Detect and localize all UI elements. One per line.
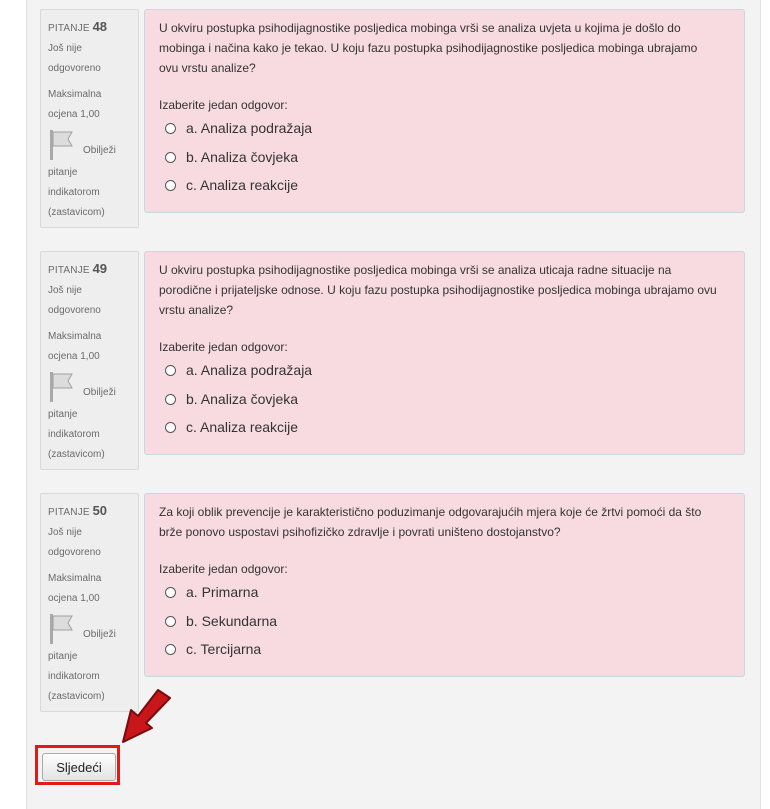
status-line-1: Još nije [48, 527, 82, 538]
flag-text-2[interactable]: pitanje [48, 651, 78, 662]
flag-icon[interactable] [48, 129, 76, 161]
question-content-49 [144, 251, 745, 455]
status-line-2: odgovoreno [48, 63, 101, 74]
marks-line-2: ocjena 1,00 [48, 351, 100, 362]
flag-icon[interactable] [48, 371, 76, 403]
flag-text-4[interactable]: (zastavicom) [48, 691, 105, 702]
red-arrow-icon [118, 688, 174, 746]
question-info-48 [40, 9, 139, 228]
answer-prompt: Izaberite jedan odgovor: [159, 98, 288, 112]
option-b[interactable]: b. Analiza čovjeka [165, 391, 298, 407]
next-button[interactable]: Sljedeći [42, 753, 116, 781]
flag-text-1[interactable]: Obilježi [83, 387, 116, 398]
marks-line-1: Maksimalna [48, 331, 102, 342]
status-line-2: odgovoreno [48, 547, 101, 558]
flag-text-4[interactable]: (zastavicom) [48, 449, 105, 460]
flag-question-toggle[interactable] [48, 613, 76, 648]
question-text: Za koji oblik prevencije je karakteristično poduzimanje odgovarajućih mjera koje će žrtvi pomoći da što brže ponovo uspostavi psihofizičko zdravlje i povrati uništeno dostojanstvo? [159, 505, 702, 539]
flag-icon[interactable] [48, 613, 76, 645]
radio-button[interactable] [165, 644, 176, 655]
question-text: U okviru postupka psihodijagnostike posljedica mobinga vrši se analiza uticaja radne situacije na porodične i prijateljske odnose. U koju fazu postupka psihodijagnostike posljedica mobinga ubrajamo ovu vrstu analize? [159, 263, 717, 317]
radio-button[interactable] [165, 587, 176, 598]
status-line-1: Još nije [48, 43, 82, 54]
question-number: PITANJE 50 [48, 503, 108, 518]
option-c[interactable]: c. Analiza reakcije [165, 177, 298, 193]
marks-line-2: ocjena 1,00 [48, 109, 100, 120]
radio-button[interactable] [165, 422, 176, 433]
option-c[interactable]: c. Tercijarna [165, 641, 261, 657]
flag-text-3[interactable]: indikatorom [48, 187, 100, 198]
marks-line-1: Maksimalna [48, 573, 102, 584]
marks-line-1: Maksimalna [48, 89, 102, 100]
flag-question-toggle[interactable] [48, 129, 76, 164]
option-b[interactable]: b. Sekundarna [165, 613, 277, 629]
radio-button[interactable] [165, 616, 176, 627]
question-content-50 [144, 493, 745, 677]
flag-text-1[interactable]: Obilježi [83, 145, 116, 156]
flag-text-3[interactable]: indikatorom [48, 429, 100, 440]
option-b[interactable]: b. Analiza čovjeka [165, 149, 298, 165]
option-c[interactable]: c. Analiza reakcije [165, 419, 298, 435]
radio-button[interactable] [165, 123, 176, 134]
status-line-2: odgovoreno [48, 305, 101, 316]
status-line-1: Još nije [48, 285, 82, 296]
question-text: U okviru postupka psihodijagnostike posljedica mobinga vrši se analiza uvjeta u kojima je došlo do mobinga i načina kako je tekao. U koju fazu postupka psihodijagnostike posljedica mobinga ubrajamo ovu vrstu analize? [159, 21, 698, 75]
question-number: PITANJE 49 [48, 261, 108, 276]
flag-text-3[interactable]: indikatorom [48, 671, 100, 682]
radio-button[interactable] [165, 152, 176, 163]
question-info-49 [40, 251, 139, 470]
question-info-50 [40, 493, 139, 712]
option-a[interactable]: a. Primarna [165, 584, 258, 600]
radio-button[interactable] [165, 365, 176, 376]
answer-prompt: Izaberite jedan odgovor: [159, 562, 288, 576]
option-a[interactable]: a. Analiza podražaja [165, 362, 312, 378]
question-content-48 [144, 9, 745, 213]
flag-text-1[interactable]: Obilježi [83, 629, 116, 640]
question-number: PITANJE 48 [48, 19, 108, 34]
flag-question-toggle[interactable] [48, 371, 76, 406]
answer-prompt: Izaberite jedan odgovor: [159, 340, 288, 354]
marks-line-2: ocjena 1,00 [48, 593, 100, 604]
flag-text-2[interactable]: pitanje [48, 167, 78, 178]
radio-button[interactable] [165, 180, 176, 191]
flag-text-4[interactable]: (zastavicom) [48, 207, 105, 218]
option-a[interactable]: a. Analiza podražaja [165, 120, 312, 136]
flag-text-2[interactable]: pitanje [48, 409, 78, 420]
radio-button[interactable] [165, 394, 176, 405]
